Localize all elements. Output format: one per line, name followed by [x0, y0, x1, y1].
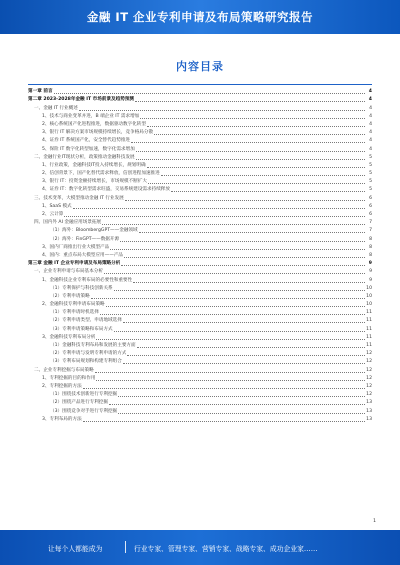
toc-leader-dots [83, 421, 365, 422]
toc-entry[interactable] [28, 391, 372, 399]
toc-entry[interactable] [28, 211, 372, 219]
toc-leader-dots [118, 413, 365, 414]
toc-leader-dots [140, 118, 365, 119]
toc-entry-text: （3）专利布局规划和构建专利组合 [50, 359, 122, 365]
toc-entry-page: 4 [369, 105, 372, 111]
toc-entry[interactable] [28, 145, 372, 153]
footer-banner [0, 530, 400, 565]
toc-leader-dots [133, 282, 365, 283]
toc-entry-page: 4 [368, 97, 372, 103]
toc-leader-dots [161, 175, 365, 176]
toc-entry-text: 3、国内厂商推出行业大模型产品 [42, 244, 110, 250]
toc-entry[interactable] [28, 260, 372, 268]
toc-divider [28, 84, 372, 85]
toc-entry[interactable] [28, 285, 372, 293]
table-of-contents [28, 88, 372, 424]
toc-entry-text: （1）专利申请时机选择 [50, 310, 99, 316]
toc-leader-dots [148, 183, 365, 184]
toc-entry-page: 10 [366, 293, 372, 299]
toc-entry-page: 6 [369, 203, 372, 209]
toc-entry-page: 9 [369, 269, 372, 275]
toc-entry-text: 3、银行 IT 解决方案市场规模持续增长，竞争格局分散 [42, 130, 154, 136]
toc-entry[interactable] [28, 194, 372, 202]
toc-entry-page: 12 [366, 383, 372, 389]
toc-leader-dots [110, 249, 365, 250]
toc-leader-dots [102, 224, 365, 225]
toc-entry-text: 1、技术与商业变革并进，B 端企业 IT 需求增加 [42, 113, 140, 119]
toc-leader-dots [64, 216, 365, 217]
toc-entry-text: 一、企业专利申请与布局基本分析 [34, 269, 103, 275]
toc-entry-text: （2）海外：FinGPT——数据开源 [50, 236, 120, 242]
toc-entry-page: 4 [369, 130, 372, 136]
toc-entry-text: （1）围绕技术创新进行专利挖掘 [50, 392, 118, 398]
toc-entry[interactable] [28, 399, 372, 407]
toc-entry[interactable] [28, 178, 372, 186]
toc-entry-text: 3、银行 IT：投资金额持续增长，市场规模不断扩大 [42, 179, 148, 185]
toc-leader-dots [95, 372, 365, 373]
toc-entry[interactable] [28, 375, 372, 383]
toc-entry-page: 4 [369, 146, 372, 152]
toc-leader-dots [124, 257, 365, 258]
toc-entry[interactable] [28, 244, 372, 252]
toc-entry-text: 2、信创背景下，国产化替代需求释放，信创进程加速推进 [42, 171, 160, 177]
toc-entry-page: 4 [369, 138, 372, 144]
footer-slogan-right: 行业专家、管理专家、营销专家、战略专家、成功企业家…… [134, 545, 318, 553]
toc-entry-page: 11 [366, 310, 372, 316]
toc-entry-page: 11 [366, 318, 372, 324]
toc-entry-text: 1、专利挖掘的目的和作用 [42, 375, 96, 381]
toc-leader-dots [154, 134, 365, 135]
toc-entry[interactable] [28, 416, 372, 424]
toc-entry-page: 11 [366, 326, 372, 332]
toc-entry[interactable] [28, 227, 372, 235]
toc-entry-text: 第一章 前言 [28, 89, 53, 95]
toc-entry[interactable] [28, 129, 372, 137]
toc-leader-dots [114, 290, 365, 291]
toc-entry-text: （1）海外：BloombergGPT——金融领域 [50, 228, 138, 234]
toc-entry-text: 第二章 2023-2028年金融 IT 市场前景及趋势预测 [28, 97, 135, 103]
toc-entry-page: 4 [368, 89, 372, 95]
toc-entry[interactable] [28, 252, 372, 260]
toc-entry-page: 8 [369, 236, 372, 242]
toc-leader-dots [125, 200, 365, 201]
toc-entry-text: （2）围绕产品进行专利挖掘 [50, 400, 109, 406]
toc-entry-page: 5 [369, 179, 372, 185]
toc-entry-page: 11 [366, 343, 372, 348]
toc-entry-page: 5 [369, 162, 372, 168]
toc-heading: 内容目录 [176, 60, 224, 73]
toc-entry-page: 10 [366, 302, 372, 308]
toc-entry[interactable] [28, 96, 372, 104]
toc-entry-page: 4 [369, 121, 372, 127]
toc-leader-dots [147, 167, 365, 168]
toc-entry[interactable] [28, 301, 372, 309]
toc-entry-text: 二、金融行业IT现状分析，政策推动金融科技发展 [34, 154, 135, 160]
toc-entry-page: 11 [366, 334, 372, 340]
toc-entry-text: 2、核心系统国产化进程推进，数据驱动数字化转型 [42, 121, 146, 127]
toc-entry[interactable] [28, 219, 372, 227]
toc-entry-text: 4、国内：重点布局大模型应用——产品 [42, 252, 124, 258]
toc-entry-text: 三、技术变革，大模型推动金融 IT 行业发展 [34, 195, 124, 201]
toc-entry-page: 9 [368, 261, 372, 267]
toc-entry[interactable] [28, 186, 372, 194]
toc-leader-dots [96, 339, 365, 340]
toc-entry[interactable] [28, 162, 372, 170]
toc-entry[interactable] [28, 104, 372, 112]
toc-entry[interactable] [28, 407, 372, 415]
toc-entry-page: 5 [369, 187, 372, 193]
toc-leader-dots [91, 298, 365, 299]
toc-entry-page: 12 [366, 367, 372, 373]
toc-entry-text: 3、专利布局的方法 [42, 416, 82, 422]
toc-entry-text: （3）围绕竞争对手进行专利挖掘 [50, 408, 118, 414]
toc-entry-text: 4、证券 IT 系统国产化，安全替代趋势推进 [42, 138, 131, 144]
toc-entry-text: （2）专利申请与发明专利申请的方式 [50, 351, 127, 357]
toc-entry-text: （1）专利保护与科技创新关系 [50, 285, 113, 291]
report-title: 金融 IT 企业专利申请及布局策略研究报告 [86, 10, 314, 24]
toc-entry[interactable] [28, 325, 372, 333]
toc-entry-text: （1）金融科技专利布局和发展的主要方面 [50, 343, 136, 348]
toc-entry-text: 3、金融科技专利布局分析 [42, 334, 96, 340]
toc-leader-dots [96, 380, 365, 381]
toc-entry[interactable] [28, 276, 372, 284]
toc-entry[interactable] [28, 309, 372, 317]
toc-leader-dots [114, 331, 365, 332]
toc-entry-page: 6 [369, 212, 372, 217]
toc-entry-text: 2、专利挖掘的方法 [42, 383, 82, 389]
toc-entry-text: 1、金融科技企业专利布局的必要性和重要性 [42, 277, 133, 283]
toc-entry[interactable] [28, 88, 372, 96]
toc-leader-dots [139, 232, 365, 233]
toc-entry-text: 1、SaaS 模式 [42, 203, 72, 209]
toc-entry-page: 12 [366, 359, 372, 365]
toc-entry-page: 4 [369, 113, 372, 119]
toc-entry[interactable] [28, 137, 372, 145]
toc-leader-dots [131, 142, 365, 143]
toc-entry[interactable] [28, 350, 372, 358]
toc-entry-text: 2、云计算 [42, 212, 64, 217]
toc-entry-text: 5、保险 IT 数字化转型加速，数字化需求增加 [42, 146, 135, 152]
toc-leader-dots [83, 388, 365, 389]
toc-entry-page: 13 [366, 400, 372, 406]
toc-entry-text: 一、金融 IT 行业概述 [34, 105, 78, 111]
toc-entry-page: 8 [369, 252, 372, 258]
toc-entry[interactable] [28, 334, 372, 342]
toc-entry-page: 12 [366, 375, 372, 381]
toc-leader-dots [123, 363, 365, 364]
toc-leader-dots [121, 265, 365, 266]
toc-entry-page: 12 [366, 392, 372, 398]
toc-entry-page: 5 [369, 154, 372, 160]
toc-entry-page: 13 [366, 416, 372, 422]
toc-entry-text: 4、证券 IT：数字化转型需求旺盛，交易系统建设需求持续释放 [42, 187, 170, 193]
toc-leader-dots [106, 306, 365, 307]
toc-leader-dots [120, 241, 365, 242]
toc-entry[interactable] [28, 366, 372, 374]
toc-leader-dots [79, 110, 365, 111]
toc-leader-dots [147, 126, 365, 127]
toc-leader-dots [54, 93, 365, 94]
toc-entry[interactable] [28, 170, 372, 178]
toc-leader-dots [137, 347, 365, 348]
footer-separator [125, 541, 126, 553]
toc-leader-dots [171, 191, 365, 192]
toc-entry[interactable] [28, 203, 372, 211]
toc-entry-text: 四、国内外 AI 金融应用场景拓展 [34, 220, 102, 226]
toc-entry-page: 7 [369, 220, 372, 226]
toc-entry-text: 2、金融科技专利申请布局策略 [42, 302, 105, 308]
toc-entry-page: 8 [369, 244, 372, 250]
toc-entry-page: 6 [369, 195, 372, 201]
toc-leader-dots [123, 322, 365, 323]
toc-leader-dots [73, 208, 365, 209]
page-number: 1 [373, 519, 376, 524]
toc-entry[interactable] [28, 121, 372, 129]
toc-leader-dots [118, 396, 365, 397]
toc-entry-text: 1、行业政策，金融科技IT投入持续增长，规划明确 [42, 162, 146, 168]
toc-entry[interactable] [28, 317, 372, 325]
toc-entry[interactable] [28, 154, 372, 162]
toc-leader-dots [136, 159, 365, 160]
toc-entry[interactable] [28, 268, 372, 276]
toc-entry-text: 二、企业专利挖掘与布局策略 [34, 367, 94, 373]
toc-entry-page: 13 [366, 408, 372, 414]
toc-entry[interactable] [28, 358, 372, 366]
toc-leader-dots [104, 273, 365, 274]
toc-leader-dots [135, 101, 365, 102]
toc-entry[interactable] [28, 342, 372, 350]
toc-entry-page: 12 [366, 351, 372, 357]
toc-entry[interactable] [28, 235, 372, 243]
toc-entry-text: 第三章 金融 IT 企业专利申请及布局策略分析 [28, 261, 121, 267]
toc-entry-text: （2）专利申请策略 [50, 293, 90, 299]
footer-slogan-left: 让每个人都能成为 [48, 545, 103, 553]
report-header-banner [0, 0, 400, 34]
toc-entry-page: 7 [369, 228, 372, 234]
toc-entry[interactable] [28, 293, 372, 301]
toc-leader-dots [136, 151, 365, 152]
toc-leader-dots [100, 314, 365, 315]
toc-entry[interactable] [28, 113, 372, 121]
toc-entry-page: 10 [366, 285, 372, 291]
toc-entry[interactable] [28, 383, 372, 391]
toc-entry-text: （2）专利申请类型、申请地域选择 [50, 318, 122, 324]
toc-leader-dots [127, 355, 365, 356]
toc-entry-page: 5 [369, 171, 372, 177]
toc-leader-dots [109, 404, 365, 405]
toc-entry-text: （3）专利申请策略和布局方式 [50, 326, 113, 332]
toc-entry-page: 9 [369, 277, 372, 283]
